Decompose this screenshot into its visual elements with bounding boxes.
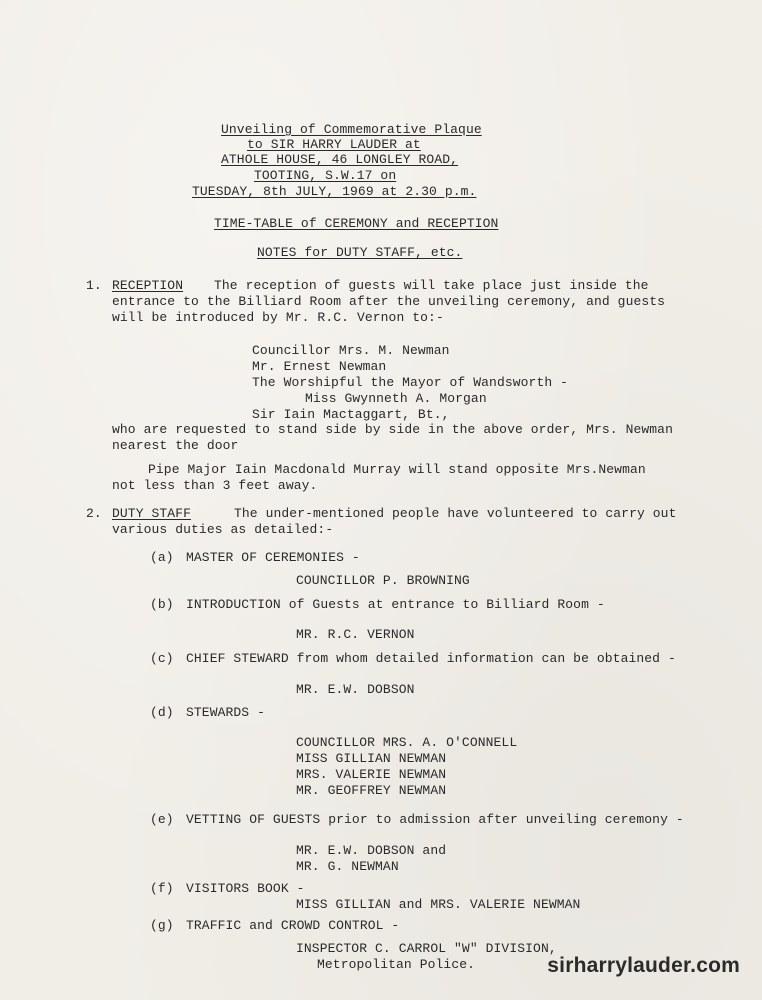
item-a-title: MASTER OF CEREMONIES - — [186, 550, 360, 565]
header-line-4: TOOTING, S.W.17 on — [254, 168, 397, 183]
steward-name: MISS GILLIAN NEWMAN — [296, 751, 447, 766]
pipe-major-line-2: not less than 3 feet away. — [112, 478, 318, 493]
vetting-name: MR. G. NEWMAN — [296, 859, 399, 874]
item-f-title: VISITORS BOOK - — [186, 881, 305, 896]
item-f-person: MISS GILLIAN and MRS. VALERIE NEWMAN — [296, 897, 581, 912]
item-f-label: (f) — [150, 881, 174, 896]
vetting-name: MR. E.W. DOBSON and — [296, 843, 447, 858]
item-e-title: VETTING OF GUESTS prior to admission after unveiling ceremony - — [186, 812, 684, 827]
section2-heading: DUTY STAFF — [112, 506, 192, 521]
guest-name: Miss Gwynneth A. Morgan — [305, 391, 487, 406]
steward-name: COUNCILLOR MRS. A. O'CONNELL — [296, 735, 518, 750]
section1-after-1: who are requested to stand side by side in the above order, Mrs. Newman — [112, 422, 673, 437]
section1-number: 1. — [86, 278, 102, 293]
header-line-1: Unveiling of Commemorative Plaque — [221, 122, 482, 137]
header-line-5: TUESDAY, 8th JULY, 1969 at 2.30 p.m. — [192, 184, 477, 199]
guest-name: Mr. Ernest Newman — [252, 359, 387, 374]
section2-text-2: various duties as detailed:- — [112, 522, 334, 537]
section2-number: 2. — [86, 506, 102, 521]
item-c-person: MR. E.W. DOBSON — [296, 682, 415, 697]
item-c-title: CHIEF STEWARD from whom detailed information can be obtained - — [186, 651, 676, 666]
section1-text-2: entrance to the Billiard Room after the unveiling ceremony, and guests — [112, 294, 666, 309]
guest-name: The Worshipful the Mayor of Wandsworth - — [252, 375, 569, 390]
notes-heading: NOTES for DUTY STAFF, etc. — [257, 245, 463, 260]
section1-after-2: nearest the door — [112, 438, 239, 453]
pipe-major-line-1: Pipe Major Iain Macdonald Murray will stand opposite Mrs.Newman — [148, 462, 646, 477]
item-e-label: (e) — [150, 812, 174, 827]
steward-name: MR. GEOFFREY NEWMAN — [296, 783, 447, 798]
item-d-label: (d) — [150, 705, 174, 720]
item-g-label: (g) — [150, 918, 174, 933]
section1-text-3: will be introduced by Mr. R.C. Vernon to:- — [112, 310, 444, 325]
header-line-2: to SIR HARRY LAUDER at — [247, 137, 421, 152]
guest-name: Sir Iain Mactaggart, Bt., — [252, 407, 450, 422]
item-a-label: (a) — [150, 550, 174, 565]
item-g-sub: Metropolitan Police. — [317, 957, 476, 972]
item-g-title: TRAFFIC and CROWD CONTROL - — [186, 918, 400, 933]
header-line-3: ATHOLE HOUSE, 46 LONGLEY ROAD, — [221, 152, 459, 167]
timetable-heading: TIME-TABLE of CEREMONY and RECEPTION — [214, 216, 499, 231]
guest-name: Councillor Mrs. M. Newman — [252, 343, 450, 358]
steward-name: MRS. VALERIE NEWMAN — [296, 767, 447, 782]
item-g-person: INSPECTOR C. CARROL "W" DIVISION, — [296, 941, 557, 956]
section2-text-1: The under-mentioned people have volunteered to carry out — [234, 506, 677, 521]
section1-text-1: The reception of guests will take place just inside the — [214, 278, 649, 293]
item-b-person: MR. R.C. VERNON — [296, 627, 415, 642]
item-d-title: STEWARDS - — [186, 705, 266, 720]
section1-heading: RECEPTION — [112, 278, 184, 293]
item-a-person: COUNCILLOR P. BROWNING — [296, 573, 470, 588]
site-watermark: sirharrylauder.com — [547, 954, 740, 977]
item-b-label: (b) — [150, 597, 174, 612]
item-b-title: INTRODUCTION of Guests at entrance to Billiard Room - — [186, 597, 605, 612]
item-c-label: (c) — [150, 651, 174, 666]
